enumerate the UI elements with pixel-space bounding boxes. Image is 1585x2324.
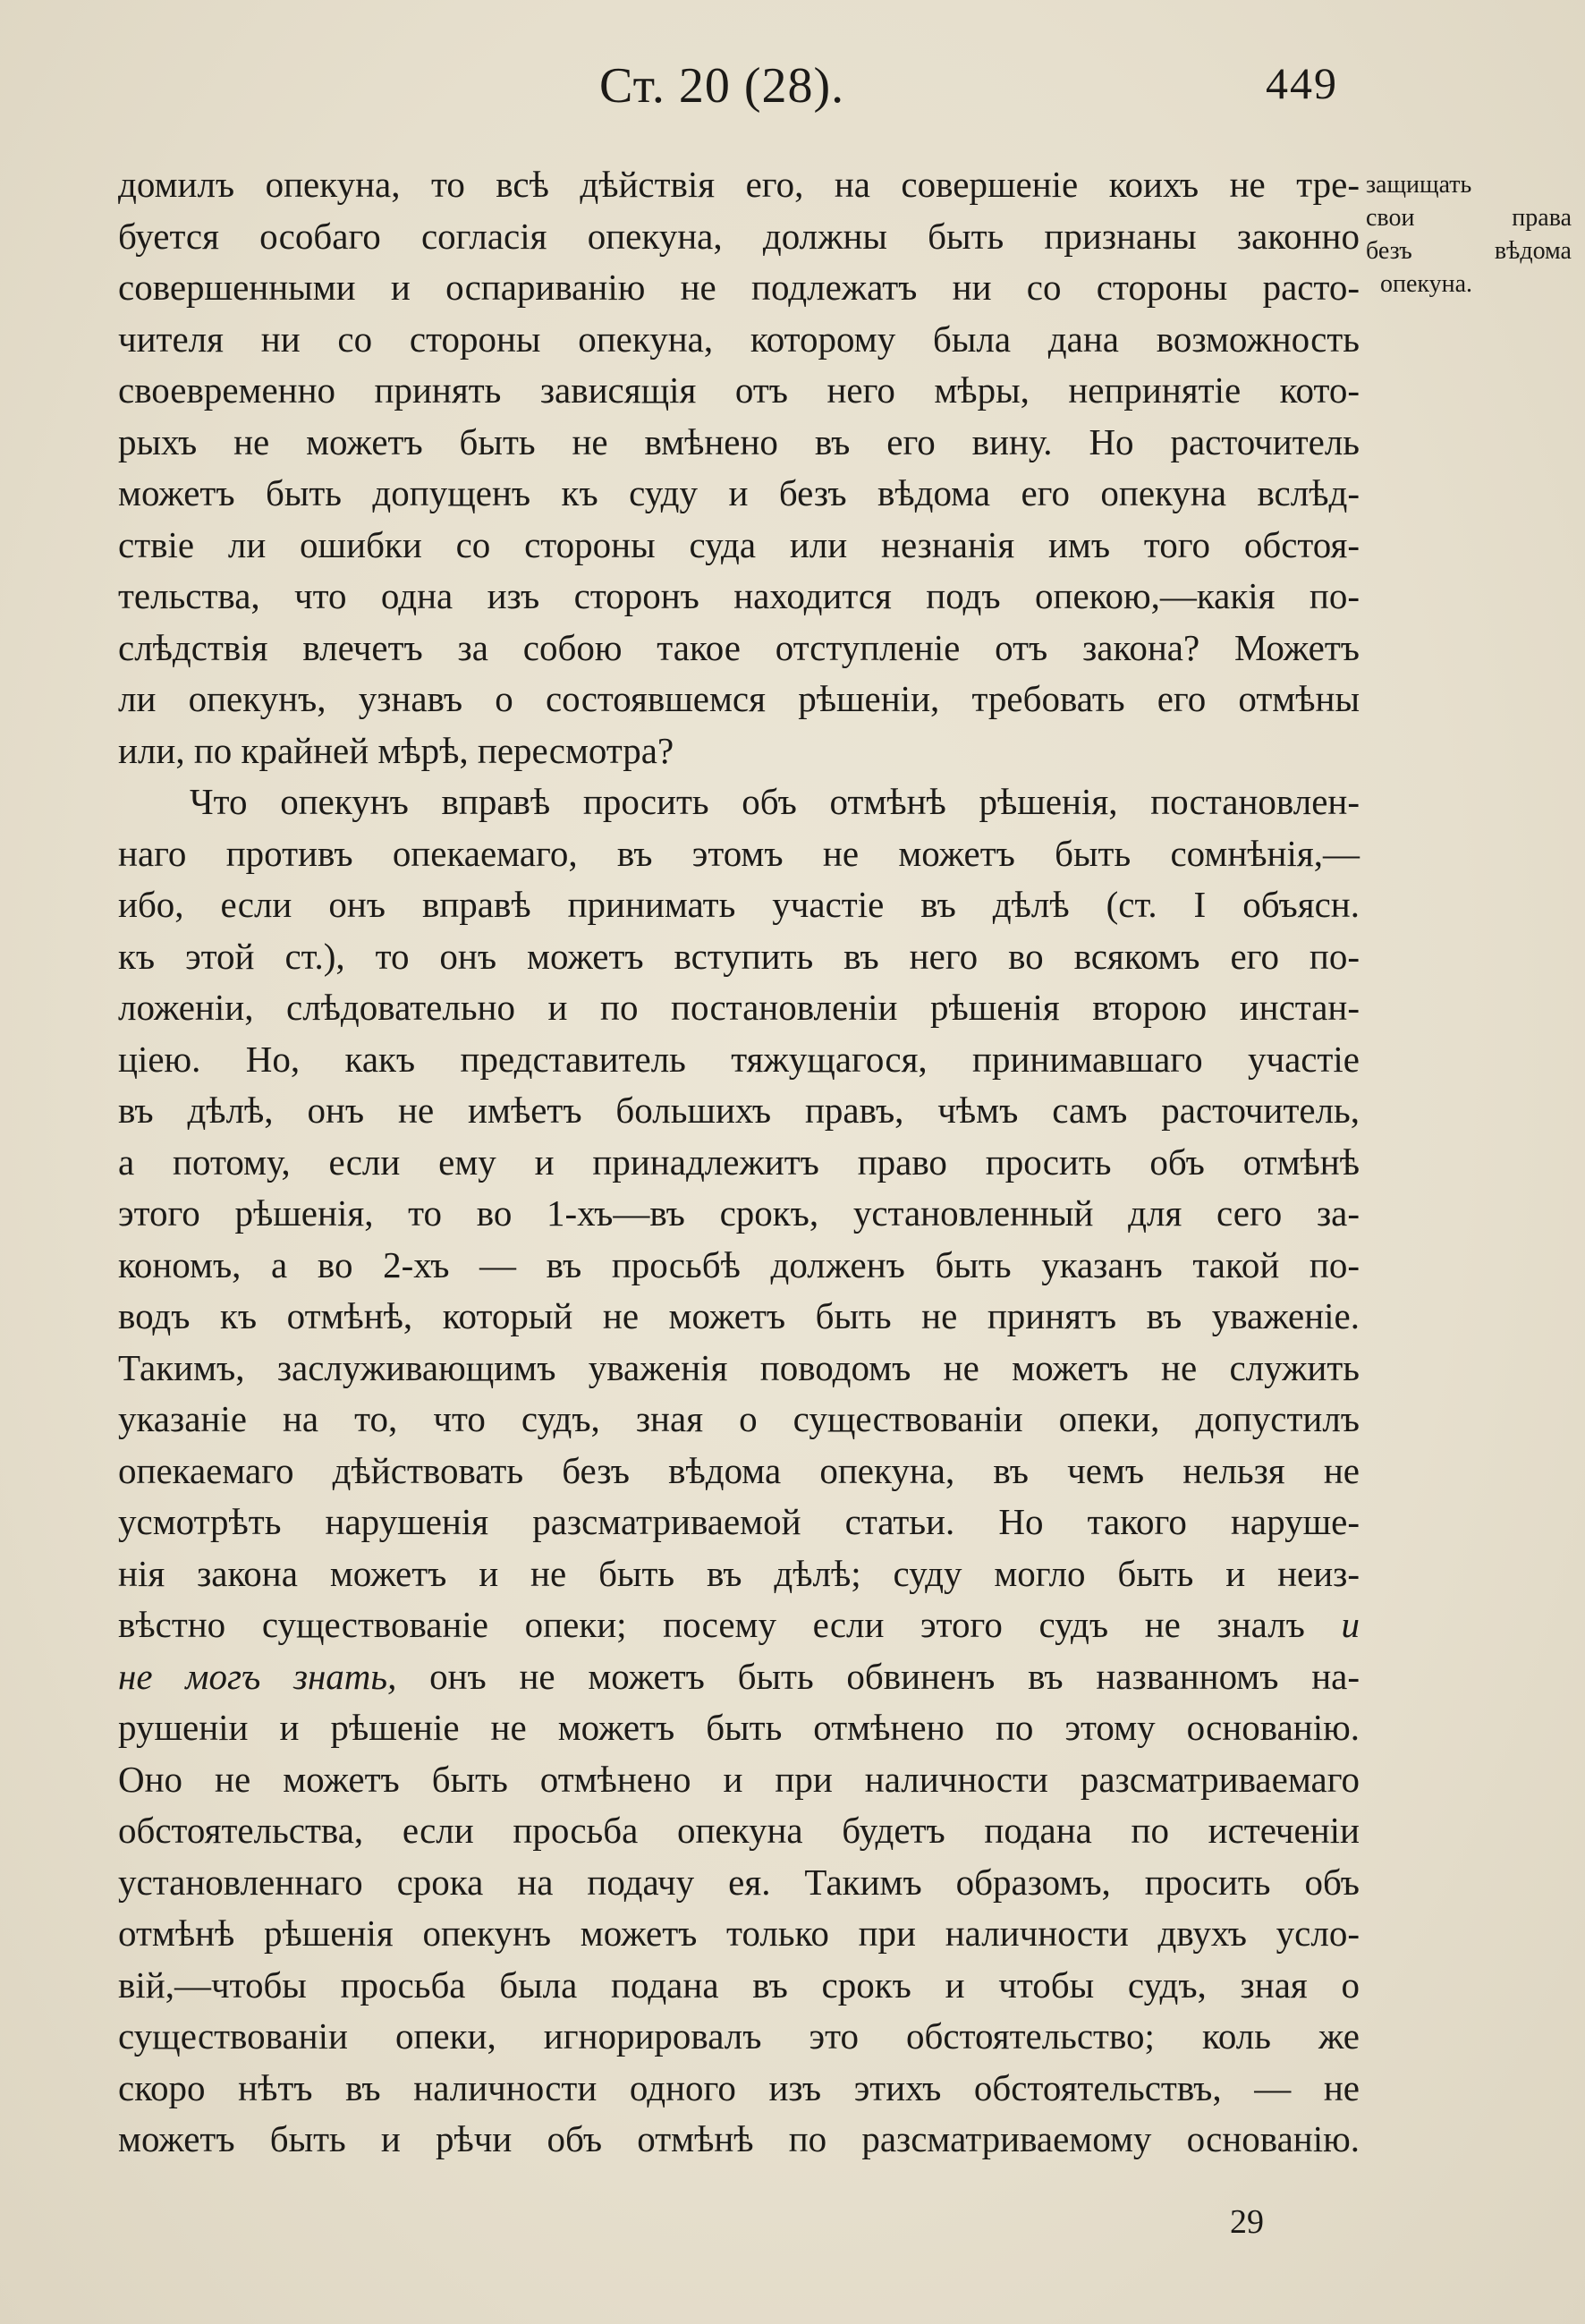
text-line: этого рѣшенія, то во 1-хъ—въ срокъ, установленный для сего за-: [118, 1192, 1360, 1234]
marginal-note-line: защищать: [1366, 171, 1472, 199]
marginal-note-line: безъ вѣдома: [1366, 237, 1572, 265]
marginal-note-line: опекуна.: [1380, 270, 1473, 298]
text-line: рыхъ не можетъ быть не вмѣнено въ его вину. Но расточитель: [118, 420, 1360, 462]
text-line: [118, 1599, 1360, 1651]
text-line: тельства, что одна изъ сторонъ находится подъ опекою,—какія по-: [118, 575, 1360, 616]
text-line: обстоятельства, если просьба опекуна будетъ подана по истеченіи: [118, 1810, 1360, 1851]
text-line: скоро нѣтъ въ наличности одного изъ этихъ обстоятельствъ, — не: [118, 2066, 1360, 2108]
text-line: существованіи опеки, игнорировалъ это обстоятельство; коль же: [118, 2015, 1360, 2057]
body-text: [118, 159, 1360, 2166]
text-line: ложеніи, слѣдовательно и по постановленіи рѣшенія второю инстан-: [118, 987, 1360, 1028]
text-segment: онъ не можетъ быть обвиненъ въ названномъ на-: [429, 1655, 1360, 1697]
text-line: наго противъ опекаемаго, въ этомъ не можетъ быть сомнѣнія,—: [118, 832, 1360, 874]
text-line: рушеніи и рѣшеніе не можетъ быть отмѣнено по этому основанію.: [118, 1707, 1360, 1748]
running-head: [0, 47, 1585, 118]
text-line: вій,—чтобы просьба была подана въ срокъ и чтобы судъ, зная о: [118, 1964, 1360, 2006]
marginal-note-line: свои права: [1366, 204, 1572, 232]
article-heading: Ст. 20 (28).: [599, 58, 845, 114]
text-line: [118, 1651, 1360, 1703]
text-line: ствіе ли ошибки со стороны суда или незнанія имъ того обстоя-: [118, 523, 1360, 565]
text-line: чителя ни со стороны опекуна, которому была дана возможность: [118, 318, 1360, 360]
text-line: въ дѣлѣ, онъ не имѣетъ большихъ правъ, чѣмъ самъ расточитель,: [118, 1090, 1360, 1131]
text-line: указаніе на то, что судъ, зная о существованіи опеки, допустилъ: [118, 1398, 1360, 1439]
text-line: нія закона можетъ и не быть въ дѣлѣ; суду могло быть и неиз-: [118, 1552, 1360, 1594]
text-line: домилъ опекуна, то всѣ дѣйствія его, на совершеніе коихъ не тре-: [118, 164, 1360, 205]
italic-emphasis: не могъ знать,: [118, 1655, 397, 1697]
text-line: отмѣнѣ рѣшенія опекунъ можетъ только при наличности двухъ усло-: [118, 1913, 1360, 1954]
text-line: своевременно принять зависящія отъ него мѣры, непринятіе кото-: [118, 369, 1360, 411]
marginal-note: [1366, 168, 1572, 301]
text-line: Что опекунъ вправѣ просить объ отмѣнѣ рѣшенія, постановлен-: [190, 781, 1360, 822]
text-line: совершенными и оспариванію не подлежатъ ни со стороны расто-: [118, 267, 1360, 308]
text-line: ціею. Но, какъ представитель тяжущагося, принимавшаго участіе: [118, 1038, 1360, 1080]
text-line: усмотрѣть нарушенія разсматриваемой статьи. Но такого наруше-: [118, 1501, 1360, 1542]
italic-emphasis: и: [1341, 1604, 1360, 1645]
text-line: Такимъ, заслуживающимъ уваженія поводомъ не можетъ не служить: [118, 1346, 1360, 1388]
page-number: 449: [1266, 58, 1338, 108]
text-line: а потому, если ему и принадлежитъ право просить объ отмѣнѣ: [118, 1141, 1360, 1183]
text-line: буется особаго согласія опекуна, должны быть признаны законно: [118, 215, 1360, 257]
text-line: ли опекунъ, узнавъ о состоявшемся рѣшеніи, требовать его отмѣны: [118, 678, 1360, 719]
text-line: Оно не можетъ быть отмѣнено и при наличности разсматриваемаго: [118, 1758, 1360, 1800]
text-line: къ этой ст.), то онъ можетъ вступить въ него во всякомъ его по-: [118, 935, 1360, 977]
text-line: или, по крайней мѣрѣ, пересмотра?: [118, 729, 674, 771]
text-line: водъ къ отмѣнѣ, который не можетъ быть не принятъ въ уваженіе.: [118, 1295, 1360, 1336]
text-segment: вѣстно существованіе опеки; посему если этого судъ не зналъ: [118, 1604, 1305, 1645]
text-line: ибо, если онъ вправѣ принимать участіе въ дѣлѣ (ст. I объясн.: [118, 884, 1360, 925]
text-line: установленнаго срока на подачу ея. Такимъ образомъ, просить объ: [118, 1861, 1360, 1903]
text-line: можетъ быть допущенъ къ суду и безъ вѣдома его опекуна вслѣд-: [118, 472, 1360, 513]
text-line: слѣдствія влечетъ за собою такое отступленіе отъ закона? Можетъ: [118, 626, 1360, 668]
text-line: кономъ, а во 2-хъ — въ просьбѣ долженъ быть указанъ такой по-: [118, 1243, 1360, 1285]
text-line: опекаемаго дѣйствовать безъ вѣдома опекуна, въ чемъ нельзя не: [118, 1449, 1360, 1491]
text-line: можетъ быть и рѣчи объ отмѣнѣ по разсматриваемому основанію.: [118, 2118, 1360, 2159]
printer-signature: 29: [1230, 2203, 1264, 2241]
